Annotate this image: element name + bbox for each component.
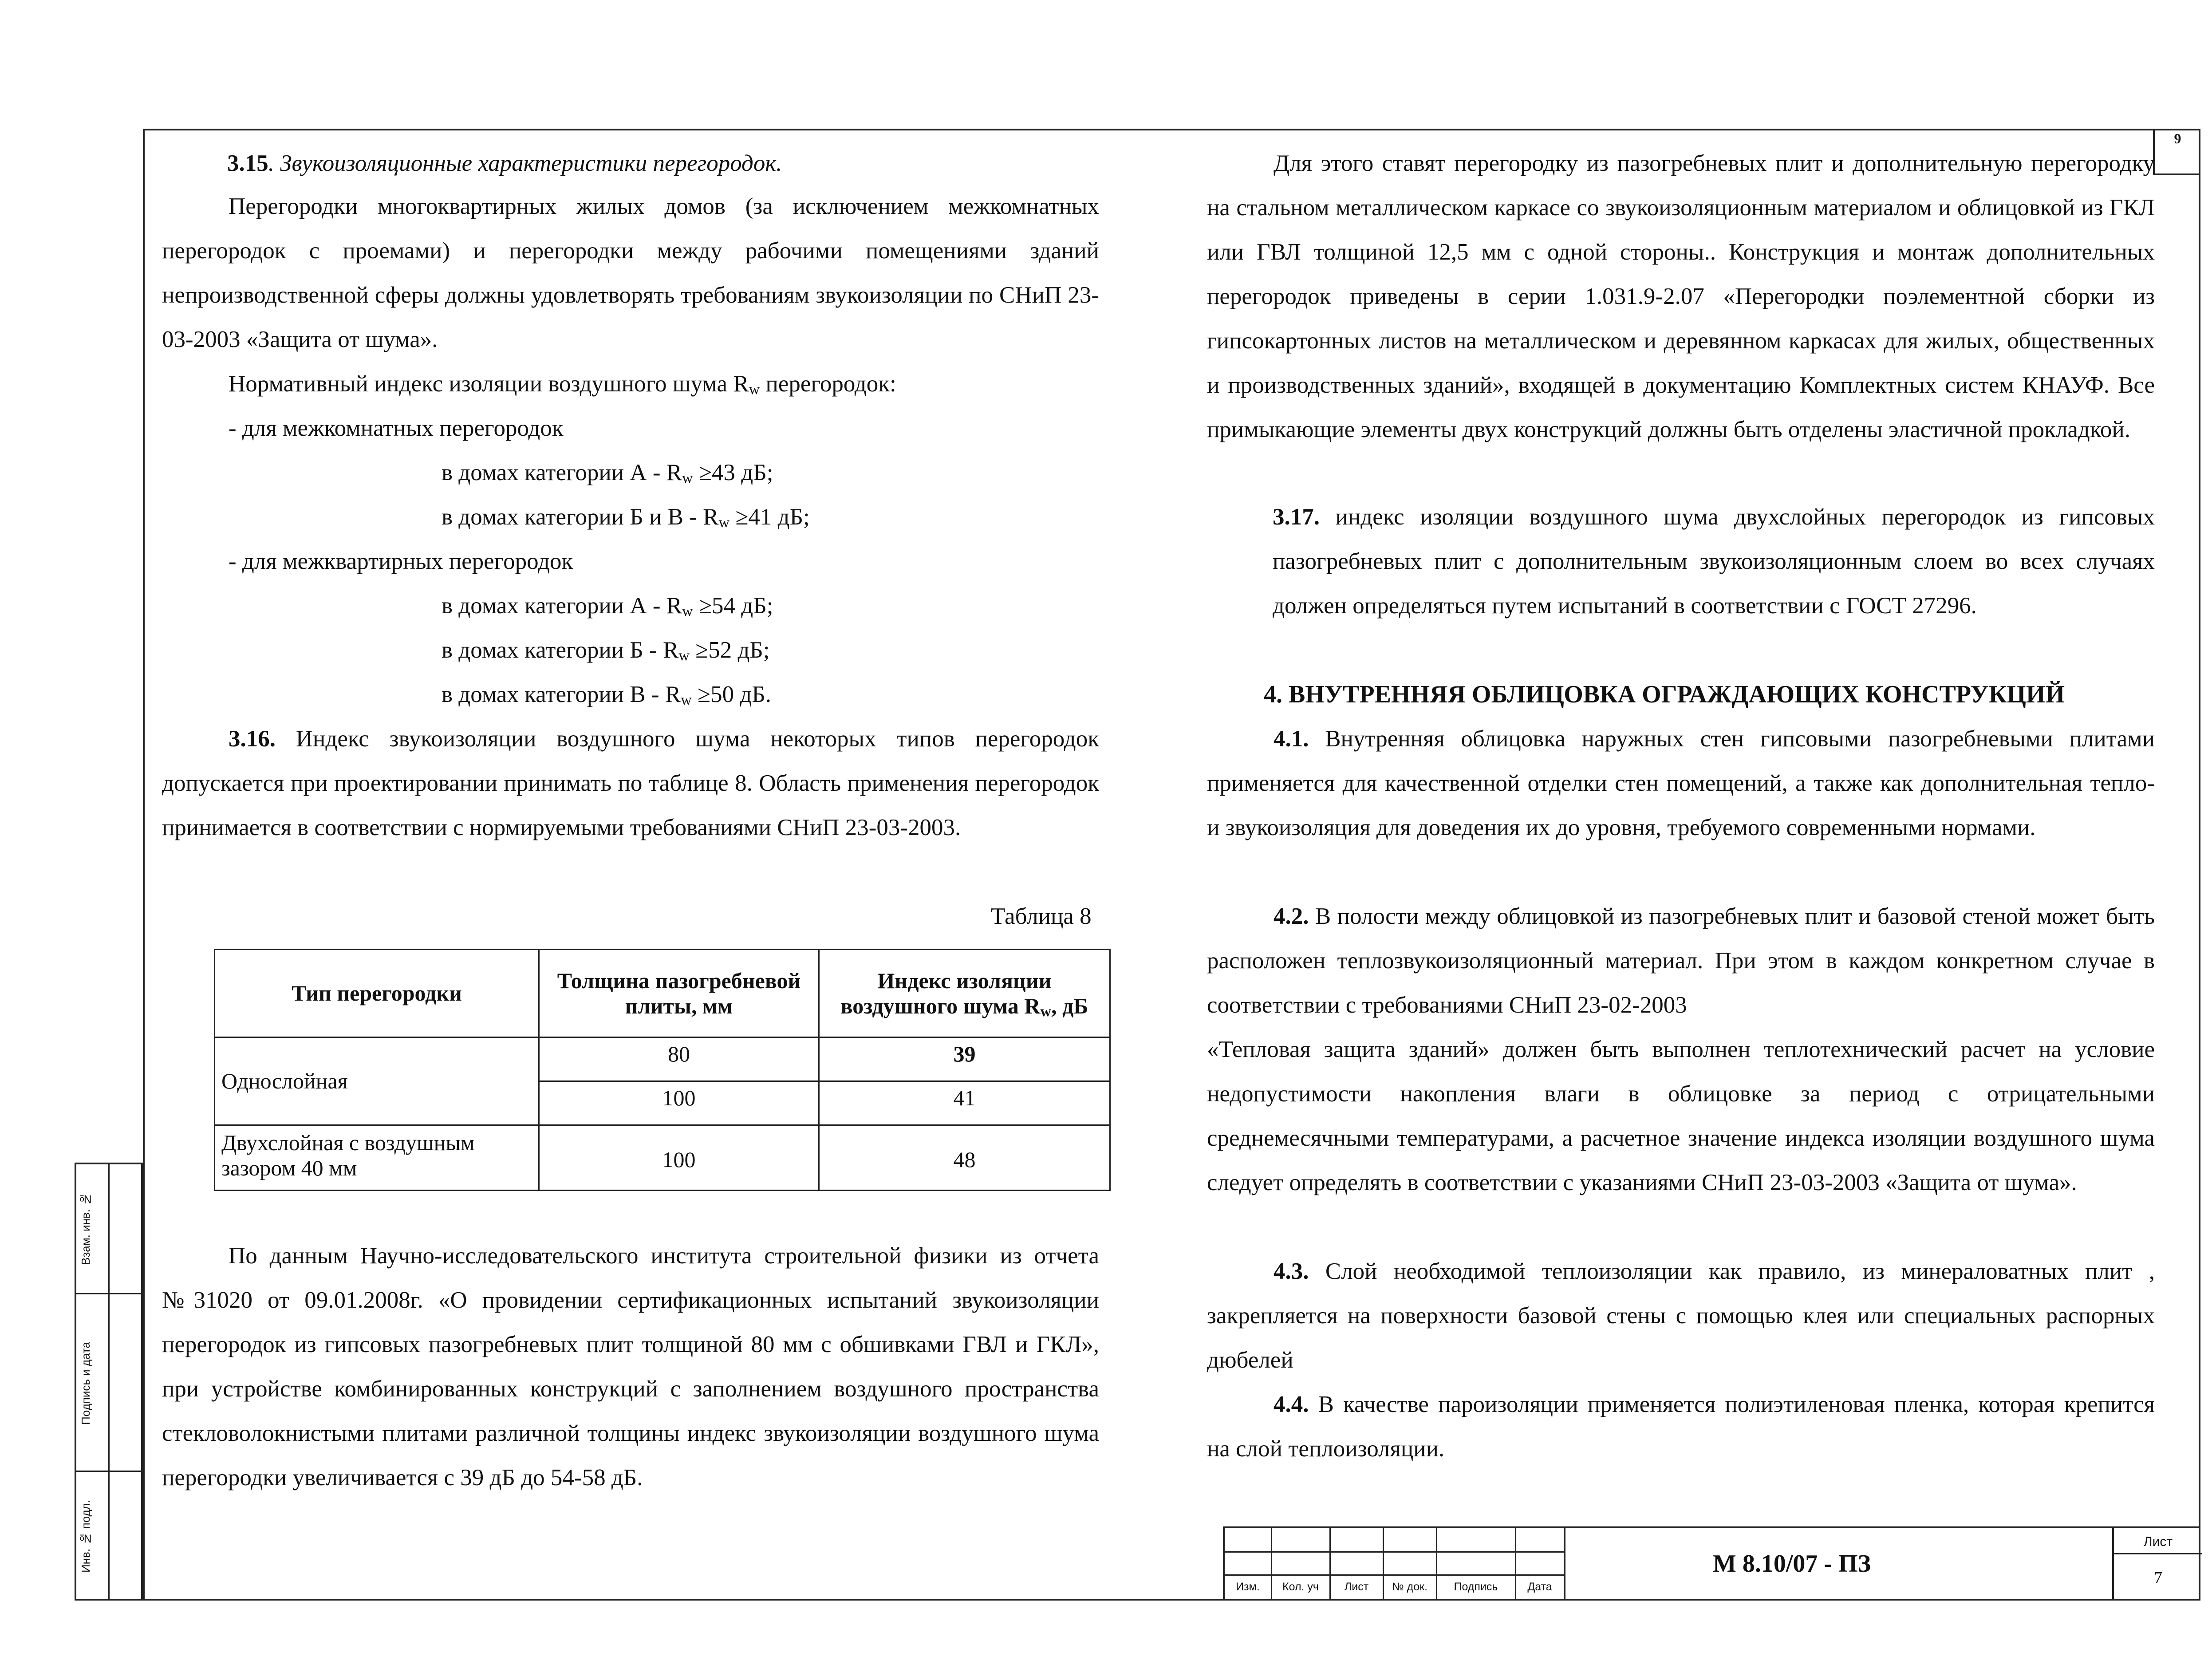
- section-number: 3.15: [227, 150, 268, 176]
- cell-index: 48: [819, 1125, 1110, 1191]
- side-cell-inv: [76, 1471, 141, 1599]
- paragraph-research: По данным Научно-исследовательского института строительной физики из отчета №31020 от 09.01.2008г. «О провидении сертификационных испытаний звукоизоляции перегородок из гипсовых пазогребневых плит толщиной 80 мм с обшивками ГВЛ и ГКЛ», при устройстве комбинированных конструкций с заполнением воздушного пространства стекловолокнистыми плитами различной толщины индекс звукоизоляции воздушного шума перегородки увеличивается с 39 дБ до 54-58 дБ.: [162, 1243, 1099, 1491]
- norm-post: перегородок:: [760, 371, 896, 397]
- side-label-podpis: Подпись и дата: [79, 1341, 92, 1425]
- cat-a-text: в домах категории А - R: [442, 460, 682, 485]
- stamp-list-label: Лист: [2143, 1534, 2173, 1549]
- paragraph-3-17: [1273, 495, 2155, 628]
- cell-thickness: 80: [539, 1037, 819, 1081]
- norm-text: Нормативный индекс изоляции воздушного шума R: [229, 371, 749, 397]
- cat-a-value: ≥43 дБ;: [693, 460, 773, 485]
- cat-a-line: в домах категории $А - R_w \ge 43$ дБ;: [442, 460, 773, 486]
- cell-single: Однослойная: [215, 1037, 539, 1125]
- page-corner-number: 9: [2174, 130, 2181, 146]
- stamp-data: Дата: [1527, 1581, 1552, 1593]
- section-text: индекс изоляции воздушного шума двухслойных перегородок из гипсовых пазогребневых плит с дополнительным звукоизоляционным слоем во всех случаях должен определяться путем испытаний в соответствии с ГОСТ 27296.: [1273, 504, 2155, 619]
- table-caption: Таблица 8: [991, 903, 1092, 929]
- table-row: [215, 1125, 1110, 1191]
- section-text: В качестве пароизоляции применяется полиэтиленовая пленка, которая крепится на слой теплоизоляции.: [1207, 1392, 2155, 1462]
- apt-v-value: ≥50 дБ.: [691, 682, 772, 707]
- header-index-sub: w: [1040, 1003, 1052, 1020]
- section-3-15-title: [227, 141, 782, 185]
- cell-index: 41: [819, 1081, 1110, 1125]
- paragraph-4-4: [1207, 1382, 2155, 1471]
- section-text: Слой необходимой теплоизоляции как правило, из минераловатных плит , закрепляется на поверхности базовой стены с помощью клея или специальных распорных дюбелей: [1207, 1258, 2155, 1373]
- apt-b-line: в домах категории $Б - R_w \ge 52$ дБ;: [442, 637, 770, 664]
- section-number: 4.3.: [1274, 1258, 1309, 1284]
- page-number-box: [2153, 129, 2200, 175]
- side-cell-podpis: [76, 1293, 141, 1471]
- apt-a-value: ≥54 дБ;: [693, 593, 773, 619]
- header-index-text: Индекс изоляции воздушного шума R: [840, 968, 1052, 1018]
- cat-bv-value: ≥41 дБ;: [729, 504, 810, 530]
- apt-b-text: в домах категории Б - R: [442, 637, 679, 663]
- paragraph-3-16: [162, 717, 1099, 850]
- inter-room-label: - для межкомнатных перегородок: [229, 415, 564, 441]
- section-title: . Звукоизоляционные характеристики перегородок.: [268, 150, 782, 176]
- stamp-ndok: № док.: [1392, 1581, 1428, 1593]
- cell-double: Двухслойная с воздушным зазором 40 мм: [215, 1125, 539, 1191]
- header-thickness: Толщина пазогребневой плиты, мм: [539, 950, 819, 1037]
- side-stamp: [75, 1163, 143, 1601]
- cat-bv-line: в домах категории Б и $В - R_w \ge 41$ дБ;: [442, 504, 810, 531]
- paragraph-4-2: [1207, 894, 2155, 1027]
- paragraph-requirements: Перегородки многоквартирных жилых домов (за исключением межкомнатных перегородок с проемами) и перегородки между рабочими помещениями зданий непроизводственной сферы должны удовлетворять требованиям звукоизоляции по СНиП 23-03-2003 «Защита от шума».: [162, 193, 1099, 352]
- header-type: Тип перегородки: [215, 950, 539, 1037]
- apt-b-value: ≥52 дБ;: [689, 637, 770, 663]
- apt-a-text: в домах категории А - R: [442, 593, 682, 619]
- stamp-line: [1564, 1528, 1565, 1601]
- side-label-inv: Инв. № подл.: [79, 1499, 92, 1573]
- apt-v-text: в домах категории В - R: [442, 682, 681, 707]
- normative-index-line: [229, 362, 896, 406]
- section-number: 3.17.: [1273, 504, 1320, 530]
- stamp-line: [2112, 1553, 2202, 1554]
- section-number: 3.16.: [229, 726, 276, 752]
- paragraph-continuation: Для этого ставят перегородку из пазогребневых плит и дополнительную перегородку на стальном металлическом каркасе со звукоизоляционным материалом и облицовкой из ГКЛ или ГВЛ толщиной 12,5 мм с одной стороны.. Конструкция и монтаж дополнительных перегородок приведены в серии 1.031.9-2.07 «Перегородки поэлементной сборки из гипсокартонных листов на металлическом и деревянном каркасах для жилых, общественных и производственных зданий», входящей в документацию Комплектных систем КНАУФ. Все примыкающие элементы двух конструкций должны быть отделены эластичной прокладкой.: [1207, 150, 2155, 442]
- section-text: Индекс звукоизоляции воздушного шума некоторых типов перегородок допускается при проектировании принимать по таблице 8. Область применения перегородок принимается в соответствии с нормируемыми требованиями СНиП 23-03-2003.: [162, 726, 1099, 840]
- paragraph-4-3: [1207, 1249, 2155, 1382]
- cell-thickness: 100: [539, 1125, 819, 1191]
- apt-a-line: в домах категории $А - R_w \ge 54$ дБ;: [442, 593, 773, 619]
- header-index: [819, 950, 1110, 1037]
- partition-table: [214, 949, 1111, 1191]
- section-number: 4.1.: [1274, 726, 1309, 752]
- header-index-post: , дБ: [1051, 993, 1088, 1018]
- apt-v-line: в домах категории $В - R_w \ge 50$ дБ.: [442, 682, 772, 708]
- cell-index: 39: [819, 1037, 1110, 1081]
- stamp-line: [1225, 1551, 1564, 1553]
- side-label-vzam: Взам. инв. №: [79, 1192, 92, 1265]
- section-4-heading: 4. ВНУТРЕННЯЯ ОБЛИЦОВКА ОГРАЖДАЮЩИХ КОНСТРУКЦИЙ: [1264, 681, 2065, 708]
- stamp-kol: Кол. уч: [1282, 1581, 1319, 1593]
- paragraph-4-2-cont: «Тепловая защита зданий» должен быть выполнен теплотехнический расчет на условие недопустимости накопления влаги в облицовке за период с отрицательными среднемесячными температурами, а расчетное значение индекса изоляции воздушного шума следует определять в соответствии с указаниями СНиП 23-03-2003 «Защита от шума».: [1207, 1037, 2155, 1195]
- norm-sub: w: [749, 381, 760, 398]
- section-text: Внутренняя облицовка наружных стен гипсовыми пазогребневыми плитами применяется для качественной отделки стен помещений, а также как дополнительная тепло- и звукоизоляция для доведения их до уровня, требуемого современными нормами.: [1207, 726, 2155, 840]
- cell-thickness: 100: [539, 1081, 819, 1125]
- table-row: [215, 1037, 1110, 1081]
- stamp-line: [1225, 1574, 1564, 1576]
- paragraph-4-1: [1207, 717, 2155, 850]
- section-text: В полости между облицовкой из пазогребневых плит и базовой стеной может быть расположен теплозвукоизоляционный материал. При этом в каждом конкретном случае в соответствии с требованиями СНиП 23-02-2003: [1207, 903, 2155, 1018]
- stamp-izm: Изм.: [1236, 1581, 1260, 1593]
- section-number: 4.2.: [1274, 903, 1309, 929]
- stamp-podpis: Подпись: [1454, 1581, 1498, 1593]
- section-number: 4.4.: [1274, 1392, 1309, 1417]
- side-cell-vzam: [76, 1164, 141, 1293]
- cat-bv-text: в домах категории Б и В - R: [442, 504, 719, 530]
- stamp-list: Лист: [1344, 1581, 1369, 1593]
- title-block-stamp: [1223, 1526, 2200, 1601]
- inter-apt-label: - для межквартирных перегородок: [229, 548, 573, 574]
- document-code: М 8.10/07 - ПЗ: [1713, 1550, 1871, 1577]
- stamp-list-number: 7: [2154, 1569, 2162, 1587]
